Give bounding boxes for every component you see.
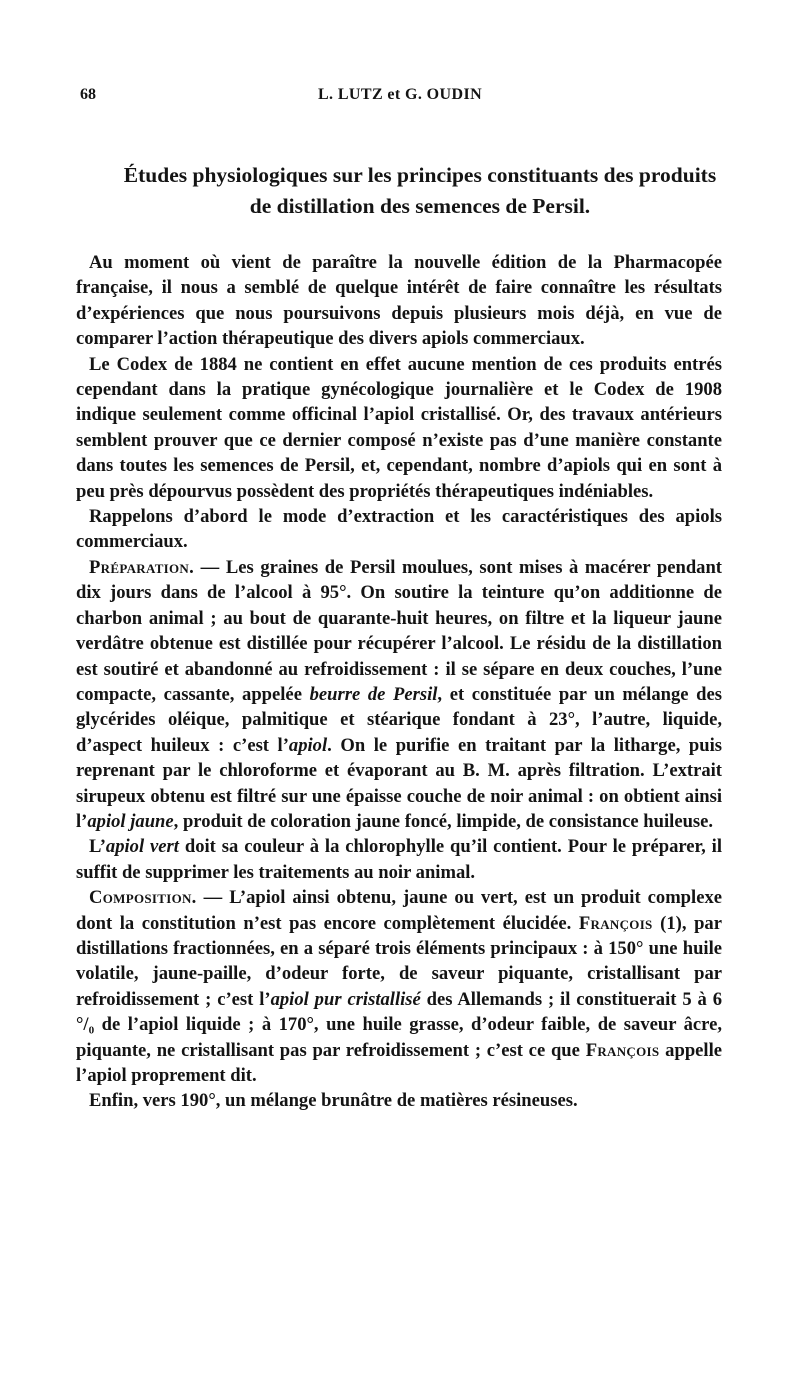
article-title — [90, 160, 750, 222]
preparation-text-2: , et constituée par un mélange des glycérides oléique, palmitique et stéarique fondant à 23°, l’autre, liquide, d’aspect huileux : c’est l’ — [76, 683, 722, 756]
term-apiol-jaune: apiol jaune — [87, 810, 174, 832]
section-label-composition: Composition. — [89, 887, 197, 909]
author-name-francois-2: François — [585, 1039, 660, 1061]
paragraph-codex: Le Codex de 1884 ne contient en effet aucune mention de ces produits entrés cependant dans la pratique gynécologique journalière et le Codex de 1908 indique seulement comme officinal l’apiol cristallisé. Or, des travaux antérieurs semblent prouver que ce dernier composé n’existe pas d’une manière constante dans toutes les semences de Persil, et, cependant, nombre d’apiols qui en sont à peu près dépourvus possèdent des propriétés thérapeutiques indéniables. — [76, 353, 722, 502]
paragraph-rappelons: Rappelons d’abord le mode d’extraction et les caractéristiques des apiols commerciaux. — [76, 506, 722, 553]
section-label-preparation: Préparation. — [89, 556, 195, 578]
running-title: L. LUTZ et G. OUDIN — [317, 86, 483, 103]
paragraph-enfin: Enfin, vers 190°, un mélange brunâtre de matières résineuses. — [89, 1090, 578, 1112]
composition-text-1: — L’apiol ainsi obtenu, jaune ou vert, est un produit complexe dont la constitution n’est pas encore complètement élucidée. — [76, 887, 722, 934]
paragraph-apiol-vert — [76, 834, 722, 885]
title-line-2: de distillation des semences de Persil. — [249, 194, 591, 218]
paragraph-intro: Au moment où vient de paraître la nouvelle édition de la Pharmacopée française, il nous a semblé de quelque intérêt de faire connaître les résultats d’expériences que nous poursuivons depuis plusieurs mois déjà, en vue de comparer l’action thérapeutique des divers apiols commerciaux. — [76, 252, 722, 350]
term-apiol-pur-cristallise: apiol pur cristallisé — [270, 988, 421, 1010]
term-apiol-vert: apiol vert — [105, 836, 179, 858]
author-name-francois-1: François — [578, 912, 653, 934]
title-line-1: Études physiologiques sur les principes constituants des produits — [123, 163, 717, 187]
composition-text-3: des Allemands ; il constituerait 5 à 6 °/₀ de l’apiol liquide ; à 170°, une huile grasse, d’odeur faible, de saveur âcre, piquante, ne cristallisant pas par refroidissement ; c’est ce que — [76, 988, 722, 1061]
page-header — [80, 86, 720, 110]
term-beurre-de-persil: beurre de Persil — [309, 683, 438, 705]
paragraph-composition — [76, 885, 722, 1088]
paragraph-preparation — [76, 555, 722, 834]
apiol-vert-text-0: L’ — [89, 836, 106, 858]
apiol-vert-text-1: doit sa couleur à la chlorophylle qu’il contient. Pour le préparer, il suffit de supprimer les traitements au noir animal. — [76, 836, 722, 883]
page-number: 68 — [80, 86, 96, 103]
term-apiol: apiol — [288, 734, 328, 756]
preparation-text-3: . On le purifie en traitant par la litharge, puis reprenant par le chloroforme et évaporant au B. M. après filtration. L’extrait sirupeux obtenu est filtré sur une épaisse couche de noir animal : on obtient ainsi l’ — [76, 734, 722, 832]
preparation-text-4: , produit de coloration jaune foncé, limpide, de consistance huileuse. — [173, 810, 714, 832]
composition-text-4: appelle l’apiol proprement dit. — [76, 1039, 723, 1086]
article-body — [76, 250, 722, 1114]
preparation-text-1: — Les graines de Persil moulues, sont mises à macérer pendant dix jours dans de l’alcool à 95°. On soutire la teinture qu’on additionne de charbon animal ; au bout de quarante-huit heures, on filtre et la liqueur jaune verdâtre obtenue est distillée pour récupérer l’alcool. Le résidu de la distillation est soutiré et abandonné au refroidissement : il se sépare en deux couches, l’une compacte, cassante, appelée — [76, 556, 722, 705]
composition-text-2: (1), par distillations fractionnées, en a séparé trois éléments principaux : à 150° une huile volatile, jaune-paille, d’odeur forte, de saveur piquante, cristallisant par refroidissement ; c’est l’ — [76, 912, 722, 1010]
